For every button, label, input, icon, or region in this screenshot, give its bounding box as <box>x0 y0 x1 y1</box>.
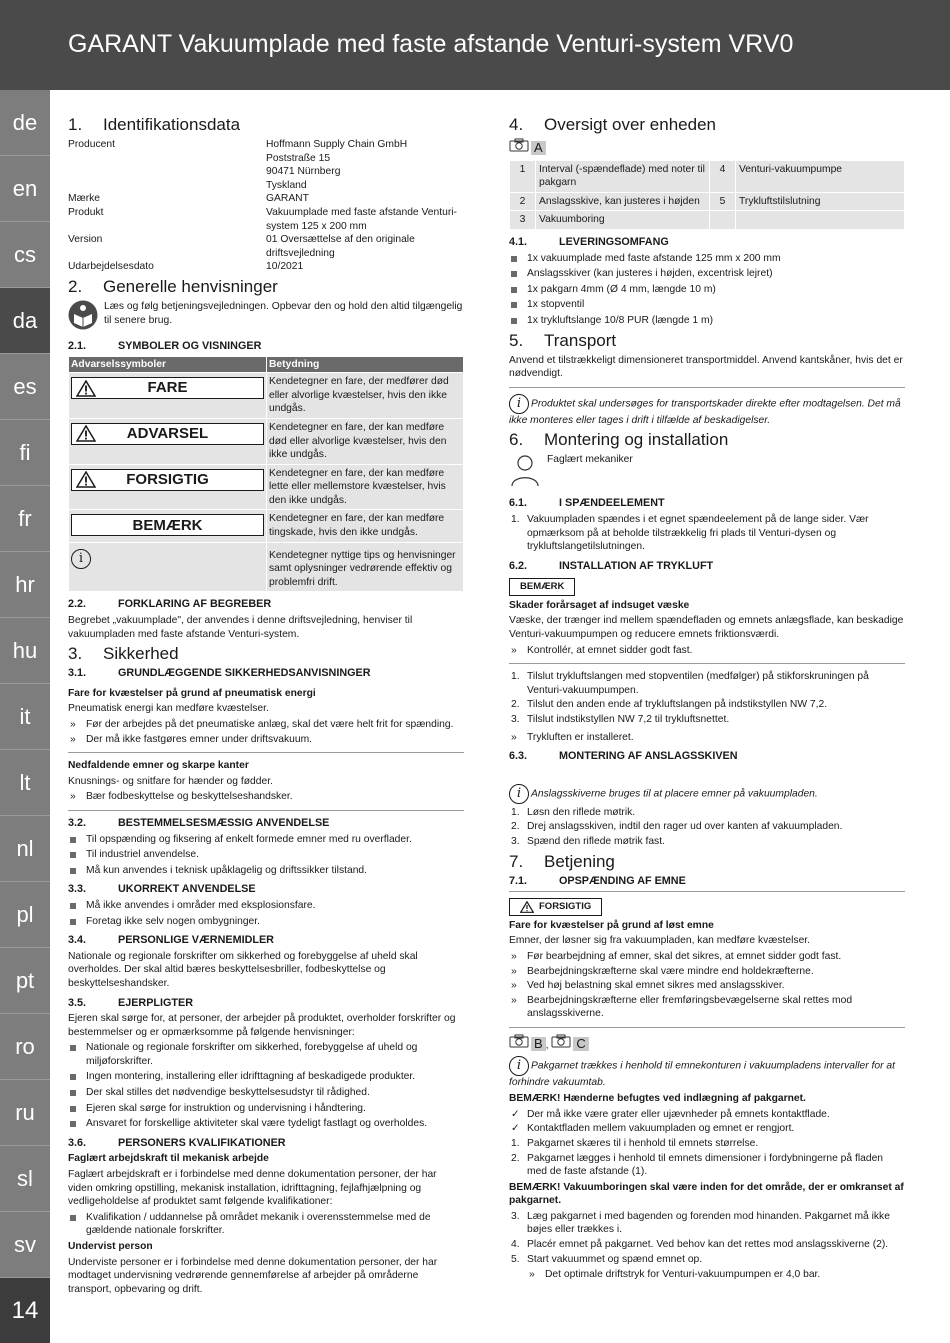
list-item: 1. Løsn den riflede møtrik. <box>511 806 636 818</box>
list <box>509 1108 905 1136</box>
list <box>509 1137 905 1179</box>
subsection-heading: 3.5. EJERPLIGTER <box>68 996 193 1009</box>
camera-icon <box>509 138 529 152</box>
divider <box>509 663 905 664</box>
language-tab-sl[interactable]: sl <box>0 1146 50 1212</box>
divider <box>509 1027 905 1028</box>
list <box>68 833 464 878</box>
info-icon: i <box>509 1056 529 1076</box>
list-item: » Bearbejdningskræfterne eller fremføringsbevægelserne skal rettes mod anslagsskiverne. <box>509 994 905 1021</box>
list-item: Ingen montering, installering eller idrifttagning af beskadigede produkter. <box>68 1070 464 1084</box>
subsection-heading: 3.6. PERSONERS KVALIFIKATIONER <box>68 1136 286 1149</box>
language-tab-en[interactable]: en <box>0 156 50 222</box>
notice-badge: BEMÆRK <box>509 578 575 596</box>
warning-triangle-icon <box>520 901 534 913</box>
list <box>509 1210 905 1266</box>
subsection-heading: 2.2. FORKLARING AF BEGREBER <box>68 598 272 611</box>
list <box>68 790 464 804</box>
warning-triangle-icon <box>76 425 96 442</box>
language-tab-hr[interactable]: hr <box>0 552 50 618</box>
result-list <box>509 731 905 745</box>
list-item: 1. Pakgarnet skæres til i henhold til emnets størrelse. <box>511 1137 759 1149</box>
list <box>509 644 905 658</box>
language-tab-de[interactable]: de <box>0 90 50 156</box>
list-item: ✓ Kontaktfladen mellem vakuumpladen og emnet er rengjort. <box>509 1122 905 1136</box>
language-sidebar <box>0 90 50 1343</box>
language-tab-fr[interactable]: fr <box>0 486 50 552</box>
list <box>68 1041 464 1131</box>
section-heading: 3. Sikkerhed <box>68 644 179 664</box>
list <box>509 513 905 554</box>
list-item: » Ved høj belastning skal emnet sikres med anslagsskiver. <box>509 979 905 993</box>
list-item: » Bær fodbeskyttelse og beskyttelseshandsker. <box>68 790 464 804</box>
list <box>509 670 905 726</box>
list-item: 5. Start vakuummet og spænd emnet op. <box>511 1253 703 1265</box>
warning-block: Nedfaldende emner og skarpe kanter Knusnings- og snitfare for hænder og fødder. » Bær fodbeskyttelse og beskyttelseshandsker. <box>68 759 464 804</box>
result-item: » Det optimale driftstryk for Venturi-vakuumpumpen er 4,0 bar. <box>527 1268 905 1282</box>
symbols-table: Advarselssymboler Betydning FARE Kendetegner en fare, der medfører død eller alvorlige kvæstelser, hvis den ikke undgås. ADVARSEL Kendetegner en fare, der kan medføre død eller alvorlige kvæstelser, hvis den ikke undgås. FORSIGTIG Kendetegner en fare, der kan medføre lette eller mellemstore kvæstelser, hvis den ikke undgås. BEMÆRK Kendetegner en fare, der kan medføre tingskade, hvis den ikke undgås. i Kendetegner nyttige tips og henvisninger samt oplysninger vedrørende effektiv og problemfri drift. <box>68 356 464 593</box>
list-item: 3. Tilslut indstikstyllen NW 7,2 til trykluftsnettet. <box>511 714 730 726</box>
subsection-heading: 6.2. INSTALLATION AF TRYKLUFT <box>509 559 714 572</box>
divider <box>68 752 464 753</box>
warning-triangle-icon <box>76 380 96 397</box>
result-list <box>527 1268 905 1282</box>
figure-reference: A <box>509 138 905 157</box>
list-item: » Før der arbejdes på det pneumatiske anlæg, skal det være helt frit for spænding. <box>68 718 464 732</box>
subsection-heading: 6.3. MONTERING AF ANSLAGSSKIVEN <box>509 750 738 763</box>
camera-icon <box>551 1034 571 1048</box>
subsection-heading: 3.1. GRUNDLÆGGENDE SIKKERHEDSANVISNINGER <box>68 667 371 680</box>
list-item: Ejeren skal sørge for instruktion og undervisning i håndtering. <box>68 1102 464 1116</box>
right-column: 4. Oversigt over enheden A 1 Interval (-spændeflade) med noter til pakgarn 4 Venturi-vakuumpumpe 2 Anslagsskive, kan justeres i højden 5 Trykluftstilslutning 3 Vakuumboring 4.1. LEVERINGSOMFANG 1x vakuumplade med faste afstande 125 mm x 200 mm Anslagsskiver (kan justeres i højden, excentrisk lejret) 1x pakgarn 4mm (Ø 4 mm, længde 10 m) 1x stopventil 1x trykluftslange 10/8 PUR (længde 1 m) 5. Transport Anvend et tilstrækkeligt dimensioneret transportmiddel. Anvend kantskåner, hvis det er nødvendigt. i Produktet skal undersøges for transportskader direkte efter modtagelsen. Det må ikke monteres eller tages i drift i tilfælde af beskadigelser. 6. Montering og installation Faglært mekaniker 6.1. I SPÆNDEELEMENT 1. Vakuumpladen spændes i et egnet spændeelement på de lange sider. Vær opmærksom på at beholde tilstrækkelig fri plads til Venturi-dysen og trykluftslangetilslutningen. 6.2. INSTALLATION AF TRYKLUFT BEMÆRK Skader forårsaget af indsuget væske Væske, der trænger ind mellem spændefladen og emnets anlægsflade, kan beskadige Venturi-vakuumpumpen og reducere emnets friktionsværdi. » Kontrollér, at emnet sidder godt fast. 1. Tilslut trykluftslangen med stopventilen (medfølger) på stikforskruningen på Venturi-vakuumpumpen. 2. Tilslut den anden ende af trykluftslangen på indstikstyllen NW 7,2. 3. Tilslut indstikstyllen NW 7,2 til trykluftsnettet. » Trykluften er installeret. 6.3. MONTERING AF ANSLAGSSKIVEN i Anslagsskiverne bruges til at placere emner på vakuumpladen. 1. Løsn den riflede møtrik. 2. Drej anslagsskiven, indtil den rager ud over kanten af vakuumpladen. 3. Spænd den riflede møtrik fast. 7. Betjening 7.1. OPSPÆNDING AF EMNE FORSIGTIG Fare for kvæstelser på grund af løst emne Emner, der løsner sig fra vakuumpladen, kan medføre kvæstelser. » Før bearbejdning af emner, skal det sikres, at emnet sidder godt fast. » Bearbejdningskræfterne skal være mindre end holdekræfterne. » Ved høj belastning skal emnet sikres med anslagsskiver. » Bearbejdningskræfterne eller fremføringsbevægelserne skal rettes mod anslagsskiverne. B , C i Pakgarnet trækkes i henhold til emnekonturen i vakuumpladens intervaller for at forhindre vakuumtab. BEMÆRK! Hænderne befugtes ved indlægning af pakgarnet. ✓ Der må ikke være grater eller ujævnheder på emnets kontaktflade. ✓ Kontaktfladen mellem vakuumpladen og emnet er rengjort. 1. Pakgarnet skæres til i henhold til emnets størrelse. 2. Pakgarnet lægges i henhold til emnets dimensioner i fordybningerne på fladen med de faste afstande (1). BEMÆRK! Vakuumboringen skal være inden for det område, der er omkranset af pakgarnet. 3. Læg pakgarnet i med bagenden og forenden mod hinanden. Pakgarnet må ikke bøjes eller trækkes i. 4. Placér emnet på pakgarnet. Ved behov kan det rettes mod anslagsskiverne (2). 5. Start vakuummet og spænd emnet op. » Det optimale driftstryk for Venturi-vakuumpumpen er 4,0 bar. <box>509 112 905 1284</box>
list-item: » Der må ikke fastgøres emner under driftsvakuum. <box>68 733 464 747</box>
subsection-heading: 3.3. UKORREKT ANVENDELSE <box>68 883 256 896</box>
caution-badge: FORSIGTIG <box>509 898 602 916</box>
read-manual-icon <box>68 300 98 330</box>
list-item: 1x pakgarn 4mm (Ø 4 mm, længde 10 m) <box>509 283 905 297</box>
camera-icon <box>509 1034 529 1048</box>
language-tab-es[interactable]: es <box>0 354 50 420</box>
list-item: Kvalifikation / uddannelse på området mekanik i overensstemmelse med de gældende nationale forskrifter. <box>68 1211 464 1238</box>
language-tab-nl[interactable]: nl <box>0 816 50 882</box>
info-note: i Anslagsskiverne bruges til at placere emner på vakuumpladen. <box>509 784 905 804</box>
warning-triangle-icon <box>76 471 96 488</box>
list-item: Foretag ikke selv nogen ombygninger. <box>68 915 464 929</box>
language-tab-pl[interactable]: pl <box>0 882 50 948</box>
info-icon: i <box>71 549 91 569</box>
identification-row: Udarbejdelsesdato 10/2021 <box>68 261 304 273</box>
section-heading: 1. Identifikationsdata <box>68 115 241 134</box>
info-note: i Produktet skal undersøges for transportskader direkte efter modtagelsen. Det må ikke monteres eller tages i drift i tilfælde af beskadigelser. <box>509 394 905 428</box>
list-item: » Bearbejdningskræfterne skal være mindre end holdekræfterne. <box>509 965 905 979</box>
result-item: » Trykluften er installeret. <box>509 731 905 745</box>
identification-row: Version 01 Oversættelse af den originale driftsvejledning <box>68 234 415 259</box>
language-tab-it[interactable]: it <box>0 684 50 750</box>
list <box>68 1211 464 1238</box>
personnel-note: Faglært mekaniker <box>509 453 905 491</box>
section-heading: 7. Betjening <box>509 851 615 871</box>
warning-block: Fare for kvæstelser på grund af pneumatisk energi Pneumatisk energi kan medføre kvæstelser. » Før der arbejdes på det pneumatiske anlæg, skal det være helt frit for spænding. » Der må ikke fastgøres emner under driftsvakuum. <box>68 687 464 746</box>
identification-row: Produkt Vakuumplade med faste afstande Venturi-system 125 x 200 mm <box>68 206 457 232</box>
list-item: 1x stopventil <box>509 298 905 312</box>
symbol-row: ADVARSEL Kendetegner en fare, der kan medføre død eller alvorlige kvæstelser, hvis den ikke undgås. <box>69 418 464 464</box>
language-tab-cs[interactable]: cs <box>0 222 50 288</box>
list-item: 3. Spænd den riflede møtrik fast. <box>511 836 665 847</box>
page-header <box>0 0 950 90</box>
list-item: 1x vakuumplade med faste afstande 125 mm x 200 mm <box>509 252 905 266</box>
list <box>68 899 464 928</box>
manual-note: Læs og følg betjeningsvejledningen. Opbevar den og hold den altid tilgængelig til senere brug. <box>68 300 464 330</box>
language-tab-lt[interactable]: lt <box>0 750 50 816</box>
identification-row: Producent Hoffmann Supply Chain GmbH Poststraße 15 90471 Nürnberg Tyskland <box>68 139 408 191</box>
symbol-row: FARE Kendetegner en fare, der medfører død eller alvorlige kvæstelser, hvis den ikke undgås. <box>69 373 464 419</box>
figure-reference: B , C <box>509 1034 905 1053</box>
section-heading: 6. Montering og installation <box>509 430 729 450</box>
signal-word: FORSIGTIG <box>71 469 264 491</box>
overview-row: 2 Anslagsskive, kan justeres i højden 5 Trykluftstilslutning <box>510 192 905 211</box>
list <box>509 950 905 1021</box>
list-item: » Før bearbejdning af emner, skal det sikres, at emnet sidder godt fast. <box>509 950 905 964</box>
identification-data <box>68 138 464 274</box>
list-item: 3. Læg pakgarnet i med bagenden og forenden mod hinanden. Pakgarnet må ikke bøjes eller trækkes i. <box>511 1210 890 1236</box>
symbol-row: i Kendetegner nyttige tips og henvisninger samt oplysninger vedrørende effektiv og problemfri drift. <box>69 542 464 592</box>
overview-row: 3 Vakuumboring <box>510 211 905 230</box>
language-tab-ro[interactable]: ro <box>0 1014 50 1080</box>
page-number: 14 <box>0 1278 50 1343</box>
section-heading: 2. Generelle henvisninger <box>68 276 278 296</box>
subsection-heading: 3.4. PERSONLIGE VÆRNEMIDLER <box>68 934 274 947</box>
symbol-row: BEMÆRK Kendetegner en fare, der kan medføre tingskade, hvis den ikke undgås. <box>69 510 464 542</box>
list-item: Til industriel anvendelse. <box>68 848 464 862</box>
list-item: Anslagsskiver (kan justeres i højden, excentrisk lejret) <box>509 267 905 281</box>
divider <box>509 891 905 892</box>
info-note: i Pakgarnet trækkes i henhold til emnekonturen i vakuumpladens intervaller for at forhindre vakuumtab. <box>509 1056 905 1090</box>
terms-text: Begrebet „vakuumplade", der anvendes i denne driftsvejledning, henviser til vakuumpladen med faste afstande Venturi-system. <box>68 615 413 640</box>
list <box>509 252 905 328</box>
info-icon: i <box>509 784 529 804</box>
subsection-heading: 6.1. I SPÆNDEELEMENT <box>509 497 665 510</box>
info-icon: i <box>509 394 529 414</box>
language-tab-da[interactable]: da <box>0 288 50 354</box>
identification-row: Mærke GARANT <box>68 193 309 205</box>
list-item: Til opspænding og fiksering af enkelt formede emner med ru overflader. <box>68 833 464 847</box>
section-heading: 4. Oversigt over enheden <box>509 115 716 134</box>
list <box>509 806 905 849</box>
list-item: 1. Vakuumpladen spændes i et egnet spændeelement på de lange sider. Vær opmærksom på at beholde tilstrækkelig fri plads til Venturi-dysen og trykluftslangetilslutningen. <box>511 513 869 553</box>
signal-word: FARE <box>71 377 264 399</box>
overview-row: 1 Interval (-spændeflade) med noter til pakgarn 4 Venturi-vakuumpumpe <box>510 160 905 192</box>
list-item: Der skal stilles det nødvendige beskyttelsesudstyr til rådighed. <box>68 1086 464 1100</box>
language-tab-fi[interactable]: fi <box>0 420 50 486</box>
subsection-heading: 2.1. SYMBOLER OG VISNINGER <box>68 339 262 352</box>
language-tab-ru[interactable]: ru <box>0 1080 50 1146</box>
list-item: ✓ Der må ikke være grater eller ujævnheder på emnets kontaktflade. <box>509 1108 905 1122</box>
list-item: Må ikke anvendes i områder med eksplosionsfare. <box>68 899 464 913</box>
left-column: 1. Identifikationsdata Producent Hoffmann Supply Chain GmbH Poststraße 15 90471 Nürnberg Tyskland Mærke GARANT Produkt Vakuumplade med faste afstande Venturi-system 125 x 200 mm Version 01 Oversættelse af den originale driftsvejledning Udarbejdelsesdato 10/2021 2. Generelle henvisninger Læs og følg betjeningsvejledningen. Opbevar den og hold den altid tilgængelig til senere brug. 2.1. SYMBOLER OG VISNINGER Advarselssymboler Betydning FARE Kendetegner en fare, der medfører død eller alvorlige kvæstelser, hvis den ikke undgås. ADVARSEL Kendetegner en fare, der kan medføre død eller alvorlige kvæstelser, hvis den ikke undgås. FORSIGTIG Kendetegner en fare, der kan medføre lette eller mellemstore kvæstelser, hvis den ikke undgås. BEMÆRK Kendetegner en fare, der kan medføre tingskade, hvis den ikke undgås. i Kendetegner nyttige tips og henvisninger samt oplysninger vedrørende effektiv og problemfri drift. 2.2. FORKLARING AF BEGREBER Begrebet „vakuumplade", der anvendes i denne driftsvejledning, henviser til vakuumpladen med faste afstande Venturi-system. 3. Sikkerhed 3.1. GRUNDLÆGGENDE SIKKERHEDSANVISNINGER Fare for kvæstelser på grund af pneumatisk energi Pneumatisk energi kan medføre kvæstelser. » Før der arbejdes på det pneumatiske anlæg, skal det være helt frit for spænding. » Der må ikke fastgøres emner under driftsvakuum. Nedfaldende emner og skarpe kanter Knusnings- og snitfare for hænder og fødder. » Bær fodbeskyttelse og beskyttelseshandsker. 3.2. BESTEMMELSESMÆSSIG ANVENDELSE Til opspænding og fiksering af enkelt formede emner med ru overflader. Til industriel anvendelse. Må kun anvendes i teknisk upåklagelig og driftssikker tilstand. 3.3. UKORREKT ANVENDELSE Må ikke anvendes i områder med eksplosionsfare. Foretag ikke selv nogen ombygninger. 3.4. PERSONLIGE VÆRNEMIDLER Nationale og regionale forskrifter om sikkerhed og forebyggelse af uheld skal overholdes. Der skal altid bæres beskyttelsesbriller, fodbeskyttelse og beskyttelseshandsker. 3.5. EJERPLIGTER Ejeren skal sørge for, at personer, der arbejder på produktet, overholder forskrifter og bestemmelser og er opmærksomme på følgende henvisninger: Nationale og regionale forskrifter om sikkerhed, forebyggelse af uheld og miljøforskrifter. Ingen montering, installering eller idrifttagning af beskadigede produkter. Der skal stilles det nødvendige beskyttelsesudstyr til rådighed. Ejeren skal sørge for instruktion og undervisning i håndtering. Ansvaret for forskellige aktiviteter skal være tydeligt fastlagt og overholdes. 3.6. PERSONERS KVALIFIKATIONER Faglært arbejdskraft til mekanisk arbejde Faglært arbejdskraft er i forbindelse med denne dokumentation personer, der har viden omkring opstilling, mekanisk installation, idrifttagning, fejlafhjælpning og vedligeholdelse af produktet samt følgende kvalifikationer: Kvalifikation / uddannelse på området mekanik i overensstemmelse med de gældende nationale forskrifter. Undervist person Underviste personer er i forbindelse med denne dokumentation personer, der har modtaget undervisning vedrørende gennemførelse af arbejder på områderne transport, opbevaring og drift. <box>68 112 464 1298</box>
section-heading: 5. Transport <box>509 330 617 350</box>
list-item: Ansvaret for forskellige aktiviteter skal være tydeligt fastlagt og overholdes. <box>68 1117 464 1131</box>
language-tab-sv[interactable]: sv <box>0 1212 50 1278</box>
subsection-heading: 7.1. OPSPÆNDING AF EMNE <box>509 874 686 887</box>
list-item: 2. Drej anslagsskiven, indtil den rager ud over kanten af vakuumpladen. <box>511 821 843 833</box>
divider <box>509 387 905 388</box>
list-item: 2. Pakgarnet lægges i henhold til emnets dimensioner i fordybningerne på fladen med de faste afstande (1). <box>511 1152 884 1178</box>
list <box>68 718 464 746</box>
list-item: 1. Tilslut trykluftslangen med stopventilen (medfølger) på stikforskruningen på Venturi-vakuumpumpen. <box>511 671 869 696</box>
subsection-heading: 3.2. BESTEMMELSESMÆSSIG ANVENDELSE <box>68 816 330 829</box>
signal-word: ADVARSEL <box>71 423 264 445</box>
language-tab-pt[interactable]: pt <box>0 948 50 1014</box>
list-item: Må kun anvendes i teknisk upåklagelig og driftssikker tilstand. <box>68 864 464 878</box>
list-item: 4. Placér emnet på pakgarnet. Ved behov kan det rettes mod anslagsskiverne (2). <box>511 1239 889 1251</box>
language-tab-hu[interactable]: hu <box>0 618 50 684</box>
overview-table <box>509 160 905 230</box>
document-title: GARANT Vakuumplade med faste afstande Venturi-system VRV0 <box>68 30 794 58</box>
divider <box>68 810 464 811</box>
person-icon <box>509 453 541 487</box>
list-item: 1x trykluftslange 10/8 PUR (længde 1 m) <box>509 314 905 328</box>
list-item: 2. Tilslut den anden ende af trykluftslangen på indstikstyllen NW 7,2. <box>511 699 828 711</box>
signal-word: BEMÆRK <box>71 514 264 536</box>
list-item: Nationale og regionale forskrifter om sikkerhed, forebyggelse af uheld og miljøforskrifter. <box>68 1041 464 1068</box>
subsection-heading: 4.1. LEVERINGSOMFANG <box>509 235 669 248</box>
list-item: » Kontrollér, at emnet sidder godt fast. <box>509 644 905 658</box>
symbol-row: FORSIGTIG Kendetegner en fare, der kan medføre lette eller mellemstore kvæstelser, hvis den ikke undgås. <box>69 464 464 510</box>
